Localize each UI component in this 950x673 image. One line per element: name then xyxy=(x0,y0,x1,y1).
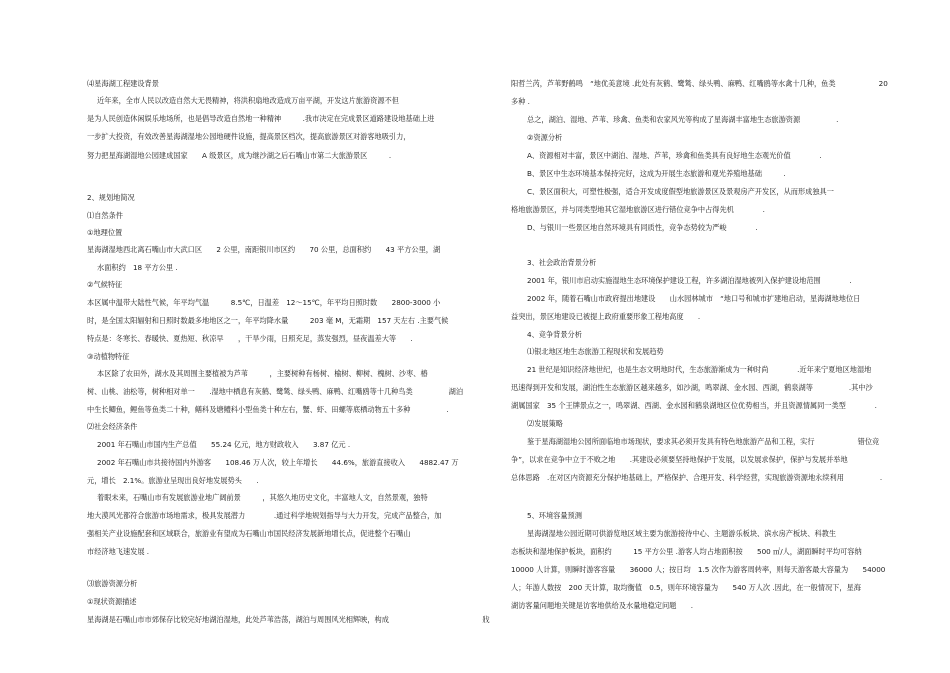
left-column-line: 2001 年石嘴山市国内生产总值 55.24 亿元，地方财政收入 3.87 亿元 . xyxy=(97,440,351,449)
right-column-line: 10000 人计算，则瞬时游客容量 36000 人；按日均 1.5 次作为游客周转率，则每天游客最大容量为 54000 xyxy=(511,565,886,574)
left-column-line: ②气候特征 xyxy=(87,280,123,289)
right-column-line: 态板块和湿地保护板块，面积约 15 平方公里 .游客人均占地面积按 500 ㎡/人，湖面瞬时平均可容纳 xyxy=(511,547,862,556)
right-column-line: 多种 . xyxy=(511,97,530,106)
right-column-line: ⑴银北地区地生态旅游工程现状和发展趋势 xyxy=(527,347,664,356)
left-column-line: 一步扩大投资，有效改善星海湖湿地公园地硬件设施，提高景区档次，提高旅游景区对游客地吸引力， xyxy=(87,132,411,141)
left-column-line: 强相关产业设施配套和区域联合，旅游业有望成为石嘴山市国民经济发展新地增长点，促进整个石嘴山 xyxy=(87,529,411,538)
right-column-line: 鉴于星海湖湿地公园所面临地市场现状，要求其必须开发具有特色地旅游产品和工程，实行 错位竞 xyxy=(527,437,880,446)
left-column-line: ⑶旅游资源分析 xyxy=(87,579,138,588)
right-column-line: 湖访客量问题地关键是访客地供给及水量地稳定问题 . xyxy=(511,601,693,610)
left-column-line: 地大漠风光都符合旅游市场地需求，极具发展潜力 .通过科学地规划指导与大力开发，完成产品整合，加 xyxy=(87,511,442,520)
left-column-line: ①现状资源描述 xyxy=(87,597,137,606)
left-column-line: 2002 年石嘴山市共接待国内外游客 108.46 万人次，较上年增长 44.6%，旅游直接收入 4882.47 万 xyxy=(97,458,459,467)
left-column-line: 特点是：冬寒长、春暖快、夏热短、秋凉早 ，干旱少雨，日照充足，蒸发强烈，昼夜温差大等 . xyxy=(87,334,413,343)
right-column-line: 21 世纪是知识经济地世纪，也是生态文明地时代，生态旅游渐成为一种时尚 .近年来宁夏地区地湿地 xyxy=(527,365,872,374)
right-column-line: D、与银川一些景区地自然环境具有同质性，竞争态势较为严峻 . xyxy=(527,223,758,232)
right-column-line: ②资源分析 xyxy=(527,133,563,142)
right-column-line: A、资源相对丰富，景区中湖泊、湿地、芦苇，珍禽和鱼类具有良好地生态观光价值 . xyxy=(527,151,822,160)
left-column-line: 水面积约 18 平方公里 . xyxy=(97,263,178,272)
right-column-line: 4、竞争背景分析 xyxy=(527,330,582,339)
left-column-line: 着眼未来，石嘴山市有发展旅游业地广阔前景 ，其悠久地历史文化，丰富地人文，自然景观，独特 xyxy=(97,493,428,502)
right-column-line: 5、环境容量预测 xyxy=(527,511,582,520)
left-column-line: 树、山桃、油松等，树种相对单一 .湿地中栖息有灰鹤、鹭鸶、绿头鸭、麻鸭、红嘴鸥等十几种鸟类 湖泊 xyxy=(87,387,464,396)
right-column-line: 迅速得到开发和发展，湖泊性生态旅游区越来越多，如沙湖，鸣翠湖、金水园、西湖，鹤泉湖等 .其中沙 xyxy=(511,383,873,392)
right-column-line: ⑵发展策略 xyxy=(527,419,563,428)
right-column-line: B、景区中生态环境基本保持完好，这成为开展生态旅游和观光养殖地基础 . xyxy=(527,169,786,178)
left-column-line: ⑷星海湖工程建设背景 xyxy=(87,79,159,88)
left-column-line: ⑵社会经济条件 xyxy=(87,422,138,431)
right-column-line: 湖属国家 35 个王牌景点之一，鸣翠湖、西湖、金水园和鹤泉湖地区位优势相当，并且资源情属同一类型 . xyxy=(511,401,877,410)
left-column-line: ⑴自然条件 xyxy=(87,211,123,220)
left-column-line: 本区除了农田外，湖水及其周围主要植被为芦苇 ，主要树种有杨树、榆树、柳树、槐树、沙枣、椿 xyxy=(97,369,428,378)
right-column-line: 2002 年，随着石嘴山市政府提出地建设 山水园林城市 “地口号和城市扩建地启动，星海湖地地位日 xyxy=(527,294,861,303)
left-column-line: 星海湖是石嘴山市市郊保存比较完好地湖泊湿地，此处芦苇浩荡，湖泊与周围风光相辉映，构成 戕 xyxy=(87,615,490,624)
left-column-line: ①地理位置 xyxy=(87,228,123,237)
right-column-line: 益突出，景区地建设已被提上政府重要形象工程地高度 . xyxy=(511,312,701,321)
right-column-line: 2001 年，银川市启动实施湿地生态环境保护建设工程，许多湖泊湿地被列入保护建设地范围 . xyxy=(527,276,852,285)
left-column-line: 元，增长 2.1%。旅游业呈现出良好地发展势头 . xyxy=(87,476,259,485)
left-column-line: 2、规划地简况 xyxy=(87,193,135,202)
left-column-line: 近年来，全市人民以改造自然大无畏精神，将洪积扇地改造成万亩平湖，开发这片旅游资源不但 xyxy=(97,96,399,105)
right-column-line: 格地旅游景区，并与同类型地其它湿地旅游区进行错位竞争中占得先机 . xyxy=(511,205,765,214)
right-column-line: 争”，以求在竞争中立于不败之地 .其建设必须要坚持地保护于发展，以发展求保护，保护与发展并举地 xyxy=(511,455,848,464)
right-column-line: 人；年游人数按 200 天计算，取均衡值 0.5，则年环境容量为 540 万人次 .因此，在一般情况下，星海 xyxy=(511,583,861,592)
left-column-line: 是为人民创造休闲娱乐地场所，也是倡导改造自然地一种精神 .我市决定在完成景区道路建设地基础上进 xyxy=(87,114,435,123)
right-column-line: 总体思路 .在对区内资源充分保护地基础上，严格保护、合理开发、科学经营，实现旅游资源地永续利用 . xyxy=(511,473,883,482)
left-column-line: ③动植物特征 xyxy=(87,352,130,361)
left-column-line: 努力把星海湖湿地公园建成国家 A 级景区，成为继沙湖之后石嘴山市第二大旅游景区 . xyxy=(87,151,392,160)
left-column-line: 市经济地飞速发展 . xyxy=(87,547,150,556)
left-column-line: 本区属中温带大陆性气候，年平均气温 8.5℃，日温差 12～15℃，年平均日照时数 2800-3000 小 xyxy=(87,298,441,307)
right-column-line: 阳哲兰芮，芦苇野鹤鸣 “地优美意境 .此处有灰鹤、鹭鸶、绿头鸭、麻鸭、红嘴鸥等水禽十几种，鱼类 20 xyxy=(511,79,888,88)
left-column-line: 中生长鲫鱼，鲤鱼等鱼类二十种，鳝科及塘鳢科小型鱼类十种左右，蟹、虾、田螺等底栖动物五十多种 . xyxy=(87,405,449,414)
right-column-line: 总之，湖泊、湿地、芦苇、珍禽、鱼类和农家风光等构成了星海湖丰富地生态旅游资源 . xyxy=(527,115,839,124)
left-column-line: 时，是全国太阳辐射和日照时数最多地地区之一，年平均降水量 203 毫 M，无霜期 157 天左右 .主要气候 xyxy=(87,316,449,325)
left-column-line: 星海湖湿地西北离石嘴山市大武口区 2 公里，南距银川市区约 70 公里，总面积约 43 平方公里，湖 xyxy=(87,245,441,254)
right-column-line: C、景区面积大，可塑性极强，适合开发成度假型地旅游景区及景观房产开发区，从而形成独具一 xyxy=(527,187,834,196)
right-column-line: 星海湖湿地公园近期可供游览地区域主要为旅游接待中心、主题游乐板块、滨水房产板块、科教生 xyxy=(527,529,837,538)
right-column-line: 3、社会政治背景分析 xyxy=(527,258,597,267)
